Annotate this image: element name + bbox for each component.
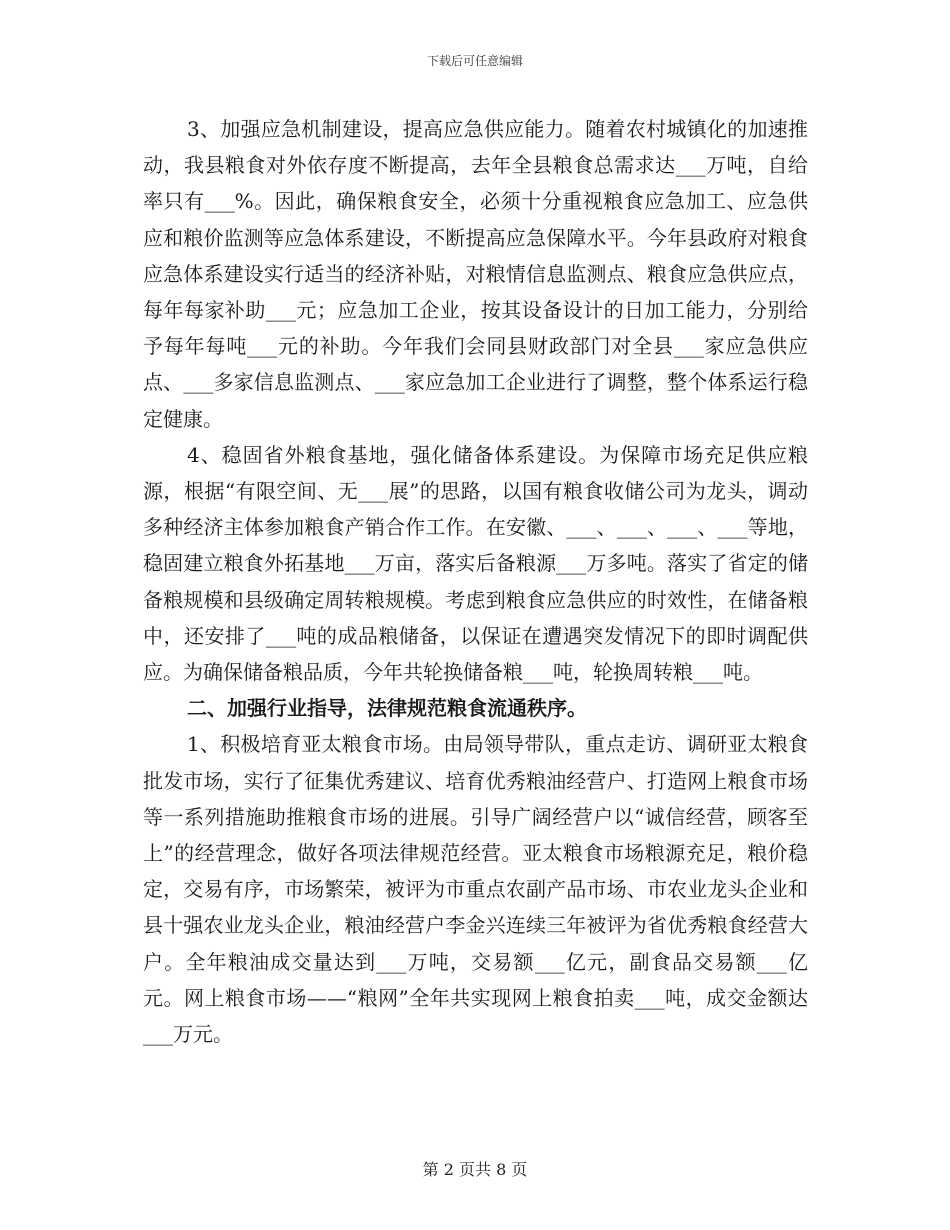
paragraph-grain-base: 4、稳固省外粮食基地，强化储备体系建设。为保障市场充足供应粮源，根据“有限空间、无___展”的思路，以国有粮食收储公司为龙头，调动多种经济主体参加粮食产销合作工作。在安徽、___、___、___、___等地，稳固建立粮食外拓基地___万亩，落实后备粮源___万多吨。落实了省定的储备粮规模和县级确定周转粮规模。考虑到粮食应急供应的时效性，在储备粮中，还安排了___吨的成品粮储备，以保证在遭遇突发情况下的即时调配供应。为确保储备粮品质，今年共轮换储备粮___吨，轮换周转粮___吨。 [143, 442, 808, 685]
page-number: 第 2 页共 8 页 [422, 1160, 528, 1179]
page-header: 下载后可任意编辑 [426, 54, 523, 68]
paragraph-emergency-mechanism: 3、加强应急机制建设，提高应急供应能力。随着农村城镇化的加速推动，我县粮食对外依存度不断提高，去年全县粮食总需求达___万吨，自给率只有___%。因此，确保粮食安全，必须十分重视粮食应急加工、应急供应和粮价监测等应急体系建设，不断提高应急保障水平。今年县政府对粮食应急体系建设实行适当的经济补贴，对粮情信息监测点、粮食应急供应点，每年每家补助___元；应急加工企业，按其设备设计的日加工能力，分别给予每年每吨___元的补助。今年我们会同县财政部门对全县___家应急供应点、___多家信息监测点、___家应急加工企业进行了调整，整个体系运行稳定健康。 [143, 117, 808, 431]
section-heading: 二、加强行业指导，法律规范粮食流通秩序。 [187, 696, 587, 721]
document-body [143, 111, 808, 1052]
paragraph-grain-market: 1、积极培育亚太粮食市场。由局领导带队，重点走访、调研亚太粮食批发市场，实行了征集优秀建议、培育优秀粮油经营户、打造网上粮食市场等一系列措施助推粮食市场的进展。引导广阔经营户以“诚信经营，顾客至上”的经营理念，做好各项法律规范经营。亚太粮食市场粮源充足，粮价稳定，交易有序，市场繁荣，被评为市重点农副产品市场、市农业龙头企业和县十强农业龙头企业，粮油经营户李金兴连续三年被评为省优秀粮食经营大户。全年粮油成交量达到___万吨，交易额___亿元，副食品交易额___亿元。网上粮食市场——“粮网”全年共实现网上粮食拍卖___吨，成交金额达___万元。 [143, 732, 808, 1047]
